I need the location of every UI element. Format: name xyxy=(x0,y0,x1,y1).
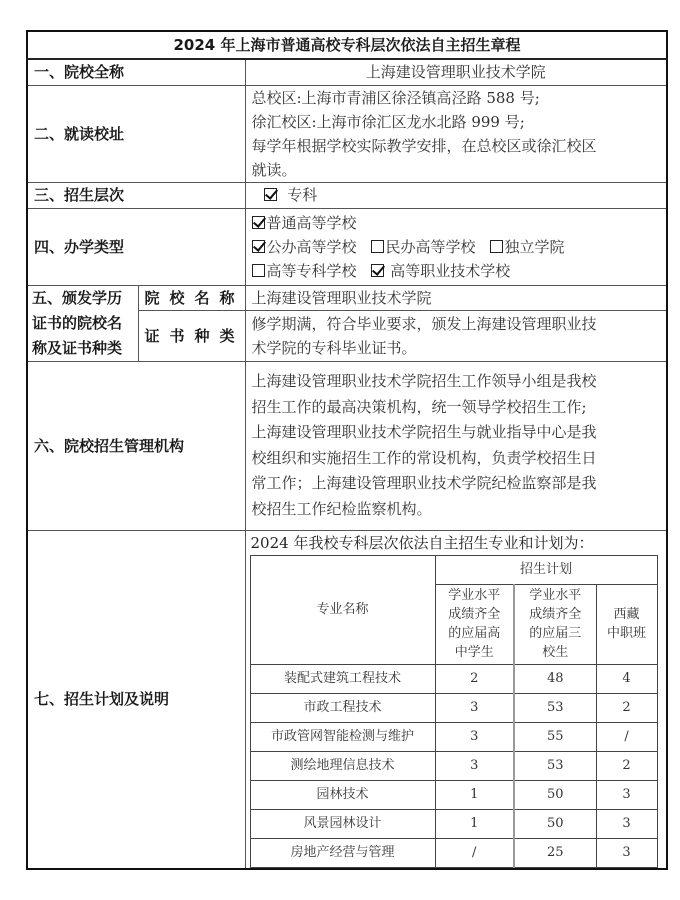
admin-line: 校招生工作纪检监察机构。 xyxy=(251,499,432,518)
col-c-cell: 2 xyxy=(596,693,657,722)
admin-label: 六、院校招生管理机构 xyxy=(27,361,245,530)
col-b-cell: 50 xyxy=(514,780,596,809)
plan-rows xyxy=(250,664,657,867)
row-school-type xyxy=(27,208,667,285)
admin-line: 上海建设管理职业技术学院招生与就业指导中心是我 xyxy=(251,423,597,441)
header-line: 学业水平 xyxy=(529,588,582,603)
col-c-cell: / xyxy=(596,722,657,751)
row-school-name xyxy=(27,59,667,85)
header-line: 的应届三 xyxy=(529,626,582,641)
document-title: 2024 年上海市普通高校专科层次依法自主招生章程 xyxy=(27,31,667,59)
plan-intro: 2024 年我校专科层次依法自主招生专业和计划为： xyxy=(250,533,594,552)
address-label: 二、就读校址 xyxy=(27,85,245,182)
col-c-cell: 3 xyxy=(596,809,657,838)
header-line: 的应届高 xyxy=(448,626,501,641)
certificate-label xyxy=(27,285,138,361)
level-label: 三、招生层次 xyxy=(27,182,245,208)
admission-charter-document xyxy=(26,30,666,870)
major-cell: 测绘地理信息技术 xyxy=(250,751,435,780)
col-c-cell: 3 xyxy=(596,780,657,809)
school-name-value: 上海建设管理职业技术学院 xyxy=(245,59,667,85)
header-col-c xyxy=(596,584,657,664)
col-c-cell: 2 xyxy=(596,751,657,780)
plan-table-row xyxy=(250,780,657,809)
address-line: 就读。 xyxy=(251,160,297,179)
plan-table-row xyxy=(250,809,657,838)
major-cell: 市政管网智能检测与维护 xyxy=(250,722,435,751)
address-line: 每学年根据学校实际教学安排，在总校区或徐汇校区 xyxy=(251,136,597,155)
admin-line: 常工作；上海建设管理职业技术学院纪检监察部是我 xyxy=(251,474,597,492)
certificate-type-label: 证书种类 xyxy=(138,310,245,361)
certificate-label-line: 证书的院校名 xyxy=(32,313,123,332)
header-col-b xyxy=(514,584,596,664)
col-b-cell: 48 xyxy=(514,664,596,693)
checkbox-checked-icon[interactable] xyxy=(264,188,277,201)
admin-line: 上海建设管理职业技术学院招生工作领导小组是我校 xyxy=(251,372,597,390)
header-plan-group: 招生计划 xyxy=(435,555,657,584)
plan-table-row xyxy=(250,722,657,751)
checkbox-unchecked-icon[interactable] xyxy=(252,264,265,277)
plan-value xyxy=(245,530,667,869)
plan-label: 七、招生计划及说明 xyxy=(27,530,245,869)
major-cell: 装配式建筑工程技术 xyxy=(250,664,435,693)
enrollment-plan-table xyxy=(250,555,658,868)
header-col-a xyxy=(435,584,514,664)
col-b-cell: 25 xyxy=(514,838,596,867)
header-line: 成绩齐全 xyxy=(529,607,582,622)
admin-line: 校组织和实施招生工作的常设机构，负责学校招生日 xyxy=(251,448,597,467)
certificate-type-value xyxy=(245,310,667,361)
address-value xyxy=(245,85,667,182)
certificate-label-line: 称及证书种类 xyxy=(32,338,123,357)
checkbox-unchecked-icon[interactable] xyxy=(371,240,384,253)
col-b-cell: 53 xyxy=(514,751,596,780)
admin-value xyxy=(245,361,667,530)
certificate-label-line: 五、颁发学历 xyxy=(32,288,123,307)
plan-table-row xyxy=(250,838,657,867)
major-cell: 房地产经营与管理 xyxy=(250,838,435,867)
row-plan xyxy=(27,530,667,869)
school-type-options xyxy=(245,208,667,285)
checkbox-checked-icon[interactable] xyxy=(252,240,265,253)
checkbox-unchecked-icon[interactable] xyxy=(490,240,503,253)
level-option-label: 专科 xyxy=(287,186,318,204)
charter-table xyxy=(26,30,668,870)
col-c-cell: 3 xyxy=(596,838,657,867)
col-b-cell: 55 xyxy=(514,722,596,751)
major-cell: 园林技术 xyxy=(250,780,435,809)
col-a-cell: 1 xyxy=(435,809,514,838)
type-option-label: 高等职业技术学校 xyxy=(390,261,511,280)
col-a-cell: / xyxy=(435,838,514,867)
major-cell: 市政工程技术 xyxy=(250,693,435,722)
institution-name-label: 院校名称 xyxy=(138,285,245,310)
major-cell: 风景园林设计 xyxy=(250,809,435,838)
col-b-cell: 53 xyxy=(514,693,596,722)
col-a-cell: 3 xyxy=(435,693,514,722)
col-a-cell: 1 xyxy=(435,780,514,809)
type-option-label: 普通高等学校 xyxy=(266,213,357,232)
row-certificate-name xyxy=(27,285,667,310)
header-line: 中学生 xyxy=(454,645,494,660)
plan-table-row xyxy=(250,664,657,693)
row-level xyxy=(27,182,667,208)
type-option-label: 独立学院 xyxy=(504,237,565,256)
type-option-label: 公办高等学校 xyxy=(266,237,357,256)
header-line: 校生 xyxy=(542,645,569,660)
checkbox-checked-icon[interactable] xyxy=(371,264,384,277)
header-major: 专业名称 xyxy=(250,555,435,664)
plan-table-row xyxy=(250,693,657,722)
col-a-cell: 3 xyxy=(435,751,514,780)
col-b-cell: 50 xyxy=(514,809,596,838)
school-name-label: 一、院校全称 xyxy=(27,59,245,85)
school-type-label: 四、办学类型 xyxy=(27,208,245,285)
level-value xyxy=(245,182,667,208)
header-line: 西藏 xyxy=(613,607,640,622)
row-admin xyxy=(27,361,667,530)
type-option-label: 民办高等学校 xyxy=(385,237,476,256)
admin-line: 招生工作的最高决策机构，统一领导学校招生工作; xyxy=(251,397,587,416)
type-option-label: 高等专科学校 xyxy=(266,261,357,280)
address-line: 徐汇校区:上海市徐汇区龙水北路 999 号; xyxy=(251,112,525,131)
checkbox-checked-icon[interactable] xyxy=(252,216,265,229)
plan-table-row xyxy=(250,751,657,780)
header-line: 学业水平 xyxy=(448,588,501,603)
header-line: 中职班 xyxy=(607,626,647,641)
col-a-cell: 2 xyxy=(435,664,514,693)
institution-name-value: 上海建设管理职业技术学院 xyxy=(245,285,667,310)
col-a-cell: 3 xyxy=(435,722,514,751)
row-address xyxy=(27,85,667,182)
header-line: 成绩齐全 xyxy=(448,607,501,622)
certificate-type-line: 术学院的专科毕业证书。 xyxy=(251,338,417,357)
address-line: 总校区:上海市青浦区徐泾镇高泾路 588 号; xyxy=(251,88,540,107)
col-c-cell: 4 xyxy=(596,664,657,693)
certificate-type-line: 修学期满，符合毕业要求，颁发上海建设管理职业技 xyxy=(251,314,597,333)
